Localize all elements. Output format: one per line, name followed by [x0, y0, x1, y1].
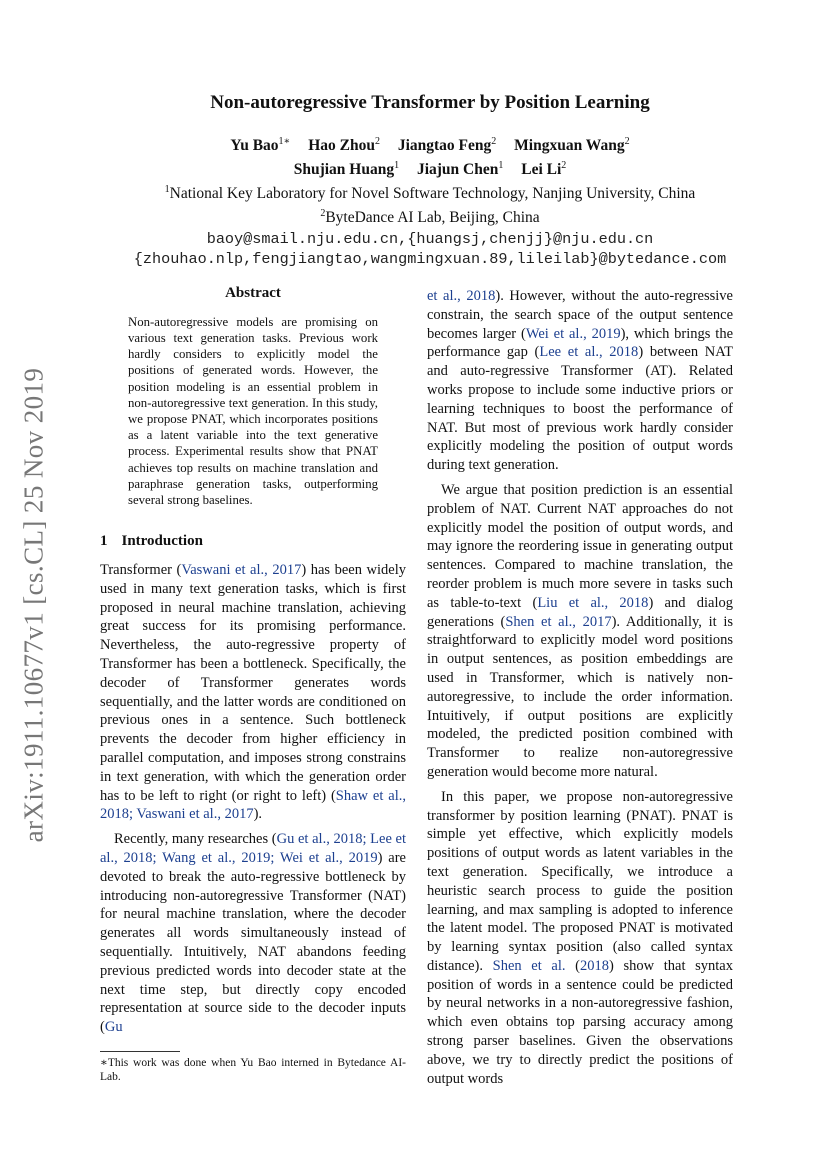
arxiv-identifier: arXiv:1911.10677v1 [cs.CL] 25 Nov 2019	[18, 367, 49, 843]
email-addresses: baoy@smail.nju.edu.cn,{huangsj,chenjj}@nju.edu.cn	[206, 229, 654, 248]
intro-paragraph: Transformer (Vaswani et al., 2017) has been widely used in many text generation tasks, which is first proposed in neural machine translation, achieving great success for its promising performance. Nevertheless, the auto-regressive property of Transformer has been a bottleneck. Specifically, the decoder of Transformer generates words sequentially, and the latter words are conditioned on previous ones in a sentence. Such bottleneck prevents the decoder from higher efficiency in parallel computation, and imposes strong constrains in text generation, with which the generation order has to be left to right (or right to left) (Shaw et al., 2018; Vaswani et al., 2017).	[100, 562, 406, 823]
author: Jiangtao Feng$^2$	[397, 136, 497, 155]
citation-link[interactable]: Shen et al., 2017	[505, 613, 612, 630]
author-list-row-2	[100, 156, 760, 180]
paper-title: Non-autoregressive Transformer by Position Learning	[210, 92, 650, 113]
right-column	[427, 287, 733, 1088]
citation-link[interactable]: Shaw et al., 2018; Vaswani et al., 2017	[100, 787, 406, 823]
arxiv-sidebar-stamp	[8, 360, 60, 850]
author-list-row-1	[100, 132, 760, 156]
body-paragraph: We argue that position prediction is an essential problem of NAT. Current NAT approaches do not explicitly model the position of output words, and may ignore the reordering issue in generating output sentences. Compared to machine translation, the reorder problem is much more severe in tasks such as table-to-text (Liu et al., 2018) and dialog generations (Shen et al., 2017). Additionally, it is straightforward to explicitly model word positions in output sentences, as position embeddings are used in Transformer, which is natively non-autoregressive, to include the order information. Intuitively, if output positions are explicitly modeled, the predicted position combined with Transformer to realize non-autoregressive generation would become more natural.	[427, 481, 734, 780]
body-paragraph: et al., 2018). However, without the auto-regressive constrain, the search space of the output sentence becomes larger (Wei et al., 2019), which brings the performance gap (Lee et al., 2018) between NAT and auto-regressive Transformer (AT). Related works propose to include some inductive priors or learning techniques to boost the performance of NAT. But most of previous work hardly consider explicitly modeling the position of output words during text generation.	[427, 288, 734, 474]
citation-link[interactable]: Vaswani et al., 2017	[181, 562, 302, 579]
citation-link[interactable]: Gu et al., 2018; Lee et al., 2018; Wang et al., 2019; Wei et al., 2019	[100, 831, 407, 866]
paper-header	[100, 92, 760, 269]
author: Jiajun Chen$^1$	[416, 160, 504, 179]
footnote: ∗This work was done when Yu Bao interned in Bytedance AI-Lab.	[100, 1056, 406, 1084]
author: Yu Bao$^{1∗}$	[230, 136, 291, 155]
left-column	[100, 284, 406, 1085]
footnote-rule	[100, 1051, 180, 1052]
email-addresses: {zhouhao.nlp,fengjiangtao,wangmingxuan.89,lileilab}@bytedance.com	[133, 249, 727, 268]
citation-link[interactable]: Lee et al., 2018	[539, 344, 639, 361]
author: Hao Zhou$^2$	[308, 136, 380, 155]
intro-paragraph: Recently, many researches (Gu et al., 2018; Lee et al., 2018; Wang et al., 2019; Wei et al., 2019) are devoted to break the auto-regressive bottleneck by introducing non-autoregressive Transformer (NAT) for neural machine translation, where the decoder generates all words simultaneously instead of sequentially. Intuitively, NAT abandons feeding previous predicted words into decoder state at the next time step, but directly copy encoded representation at source side to the decoder inputs (Gu	[100, 831, 407, 1036]
section-heading-introduction: 1 Introduction	[100, 533, 203, 550]
body-paragraph: In this paper, we propose non-autoregressive transformer by position learning (PNAT). PNAT is simple yet effective, which explicitly models positions of output words as latent variables in the text generation. Specifically, we introduce a heuristic search process to guide the position learning, and max sampling is adopted to inference the latent model. The proposed PNAT is motivated by learning syntax position (also called syntax distance). Shen et al. (2018) show that syntax position of words in a sentence could be predicted by neural networks in a non-autoregressive fashion, which even obtains top parsing accuracy among strong parser baselines. Given the observations above, we try to directly predict the positions of output words	[427, 788, 733, 1087]
author: Shujian Huang$^1$	[293, 160, 400, 179]
affiliation: $^1$National Key Laboratory for Novel Software Technology, Nanjing University, China	[164, 184, 696, 203]
citation-link[interactable]: Gu	[104, 1019, 123, 1036]
citation-link[interactable]: Wei et al., 2019	[525, 325, 621, 342]
author: Lei Li$^2$	[521, 160, 567, 179]
abstract-heading: Abstract	[225, 285, 281, 301]
citation-link[interactable]: Liu et al., 2018	[537, 594, 649, 611]
citation-link[interactable]: 2018	[579, 957, 609, 974]
citation-link[interactable]: et al., 2018	[427, 288, 496, 304]
affiliation: $^2$ByteDance AI Lab, Beijing, China	[320, 208, 540, 227]
citation-link[interactable]: Shen et al.	[492, 957, 566, 974]
abstract-text: Non-autoregressive models are promising on various text generation tasks. Previous work hardly considers to explicitly model the positions of generated words. However, the position modeling is an essential problem in non-autoregressive text generation. In this study, we propose PNAT, which incorporates positions as a latent variable into the text generative process. Experimental results show that PNAT achieves top results on machine translation and paraphrase generation tasks, outperforming several strong baselines.	[128, 314, 378, 508]
author: Mingxuan Wang$^2$	[514, 136, 630, 155]
